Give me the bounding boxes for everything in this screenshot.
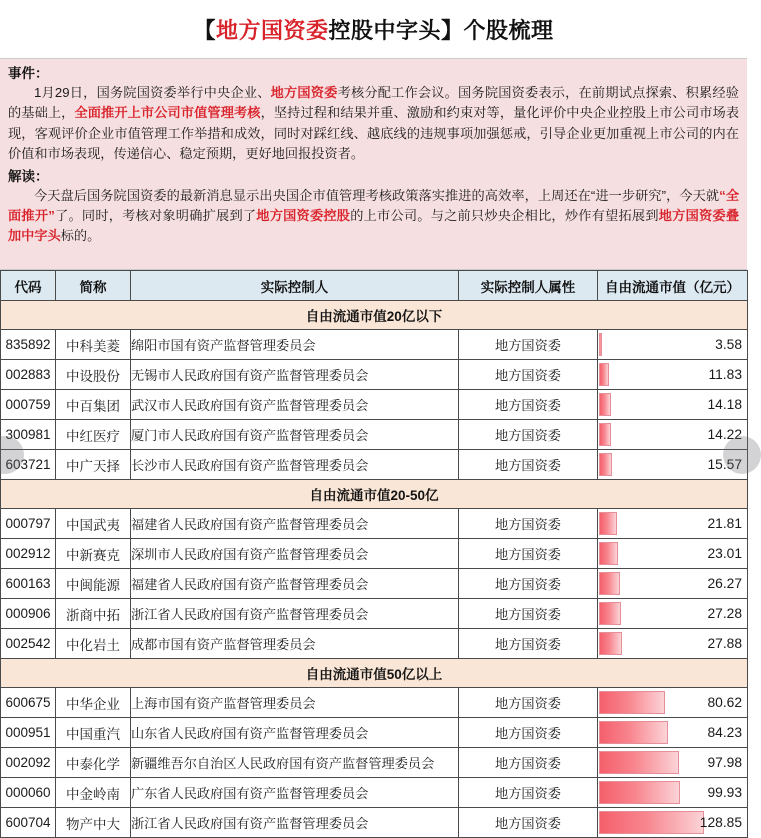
cell-controller-type: 地方国资委 <box>459 390 598 420</box>
cell-stock-name: 中科美菱 <box>56 330 131 360</box>
read-text-3: 的上市公司。与之前只炒央企相比，炒作有望拓展到 <box>350 208 659 224</box>
cell-controller-type: 地方国资委 <box>459 360 598 390</box>
cell-free-float-value <box>598 808 748 838</box>
cell-controller-type: 地方国资委 <box>459 539 598 569</box>
news-panel <box>0 58 747 270</box>
table-body <box>1 301 748 838</box>
cell-controller: 广东省人民政府国有资产监督管理委员会 <box>131 778 459 808</box>
cell-stock-code: 000951 <box>1 718 56 748</box>
table-row[interactable] <box>1 688 748 718</box>
cell-controller-type: 地方国资委 <box>459 509 598 539</box>
event-text-3: ，坚持过程和结果并重、激励和约束对等，量化评价中央企业控股上市公司市场表现，客观评价企业市值管理工作举措和成效，同时对踩红线、越底线的违规事项加强惩戒，引导企业更加重视上市公司的内在价值和市场表现，传递信心、稳定预期，更好地回报投资者。 <box>8 105 740 162</box>
cell-stock-code: 300981 <box>1 420 56 450</box>
cell-free-float-value <box>598 509 748 539</box>
cell-stock-code: 000759 <box>1 390 56 420</box>
next-page-circle-icon[interactable] <box>723 436 761 474</box>
cell-controller: 长沙市人民政府国有资产监督管理委员会 <box>131 450 459 480</box>
cell-stock-code: 603721 <box>1 450 56 480</box>
value-number: 14.18 <box>707 396 742 412</box>
read-text-1: 今天盘后国务院国资委的最新消息显示出央国企市值管理考核政策落实推进的高效率，上周还在“进一步研究”，今天就 <box>34 187 720 203</box>
value-number: 26.27 <box>707 575 742 591</box>
header-controller: 实际控制人 <box>131 271 459 301</box>
cell-controller-type: 地方国资委 <box>459 450 598 480</box>
cell-controller-type: 地方国资委 <box>459 778 598 808</box>
cell-controller: 深圳市人民政府国有资产监督管理委员会 <box>131 539 459 569</box>
page-title <box>193 14 553 45</box>
cell-free-float-value <box>598 748 748 778</box>
title-black-part: 控股中字头 <box>328 17 441 43</box>
cell-stock-name: 中国重汽 <box>56 718 131 748</box>
cell-stock-code: 600675 <box>1 688 56 718</box>
section-header-label: 自由流通市值50亿以上 <box>1 659 748 688</box>
cell-controller: 厦门市人民政府国有资产监督管理委员会 <box>131 420 459 450</box>
value-number: 23.01 <box>707 545 742 561</box>
cell-stock-name: 中闽能源 <box>56 569 131 599</box>
cell-stock-name: 中设股份 <box>56 360 131 390</box>
cell-controller: 山东省人民政府国有资产监督管理委员会 <box>131 718 459 748</box>
cell-controller: 成都市国有资产监督管理委员会 <box>131 629 459 659</box>
value-number: 3.58 <box>715 336 742 352</box>
interpretation-paragraph <box>8 186 739 247</box>
cell-stock-code: 600704 <box>1 808 56 838</box>
cell-controller-type: 地方国资委 <box>459 629 598 659</box>
cell-controller-type: 地方国资委 <box>459 748 598 778</box>
cell-stock-name: 中金岭南 <box>56 778 131 808</box>
event-paragraph <box>8 83 739 165</box>
cell-free-float-value <box>598 569 748 599</box>
table-row[interactable] <box>1 360 748 390</box>
cell-free-float-value <box>598 629 748 659</box>
cell-controller-type: 地方国资委 <box>459 420 598 450</box>
read-highlight-1: “全面推开” <box>8 187 740 224</box>
header-code: 代码 <box>1 271 56 301</box>
stock-table <box>0 270 748 838</box>
value-number: 27.88 <box>707 635 742 651</box>
cell-free-float-value <box>598 360 748 390</box>
table-row[interactable] <box>1 808 748 838</box>
cell-stock-code: 000906 <box>1 599 56 629</box>
interpretation-label: 解读： <box>8 168 49 184</box>
cell-controller: 绵阳市国有资产监督管理委员会 <box>131 330 459 360</box>
cell-stock-code: 002912 <box>1 539 56 569</box>
table-row[interactable] <box>1 599 748 629</box>
header-name: 简称 <box>56 271 131 301</box>
cell-controller-type: 地方国资委 <box>459 599 598 629</box>
cell-controller-type: 地方国资委 <box>459 330 598 360</box>
cell-controller: 浙江省人民政府国有资产监督管理委员会 <box>131 808 459 838</box>
table-row[interactable] <box>1 390 748 420</box>
table-header <box>1 271 748 301</box>
cell-stock-code: 000797 <box>1 509 56 539</box>
cell-controller: 福建省人民政府国有资产监督管理委员会 <box>131 569 459 599</box>
title-tail: 个股梳理 <box>463 17 554 43</box>
value-number: 15.57 <box>707 456 742 472</box>
table-row[interactable] <box>1 569 748 599</box>
event-highlight-1: 地方国资委 <box>270 85 338 100</box>
cell-stock-code: 002542 <box>1 629 56 659</box>
cell-controller-type: 地方国资委 <box>459 718 598 748</box>
header-row <box>1 271 748 301</box>
value-number: 97.98 <box>707 754 742 770</box>
value-number: 21.81 <box>707 515 742 531</box>
cell-free-float-value <box>598 688 748 718</box>
cell-controller-type: 地方国资委 <box>459 688 598 718</box>
cell-stock-name: 浙商中拓 <box>56 599 131 629</box>
cell-stock-name: 中广天择 <box>56 450 131 480</box>
read-highlight-2: 地方国资委控股 <box>256 208 351 224</box>
title-red-part: 地方国资委 <box>215 17 329 43</box>
event-label: 事件： <box>8 66 49 81</box>
section-header-row <box>1 480 748 509</box>
cell-free-float-value <box>598 330 748 360</box>
section-header-row <box>1 301 748 330</box>
cell-controller: 无锡市人民政府国有资产监督管理委员会 <box>131 360 459 390</box>
table-row[interactable] <box>1 450 748 480</box>
table-row[interactable] <box>1 718 748 748</box>
title-bracket-close: 】 <box>441 17 464 43</box>
table-row[interactable] <box>1 330 748 360</box>
cell-free-float-value <box>598 390 748 420</box>
cell-stock-code: 002092 <box>1 748 56 778</box>
cell-stock-code: 002883 <box>1 360 56 390</box>
value-number: 11.83 <box>708 366 742 382</box>
cell-stock-name: 中泰化学 <box>56 748 131 778</box>
title-bracket-open: 【 <box>193 17 216 43</box>
table-row[interactable] <box>1 420 748 450</box>
header-controller-type: 实际控制人属性 <box>459 271 598 301</box>
cell-stock-name: 中国武夷 <box>56 509 131 539</box>
read-text-4: 标的。 <box>60 228 101 244</box>
event-text-2: 考核分配工作会议。国务院国资委表示，在前期试点探索、积累经验的基础上， <box>8 85 739 121</box>
cell-controller: 福建省人民政府国有资产监督管理委员会 <box>131 509 459 539</box>
cell-controller-type: 地方国资委 <box>459 569 598 599</box>
cell-free-float-value <box>598 599 748 629</box>
cell-stock-name: 物产中大 <box>56 808 131 838</box>
value-number: 27.28 <box>707 605 742 621</box>
header-free-float: 自由流通市值（亿元） <box>598 271 748 301</box>
section-header-label: 自由流通市值20亿以下 <box>1 301 748 330</box>
value-number: 84.23 <box>707 724 742 740</box>
table-row[interactable] <box>1 509 748 539</box>
read-text-2: 了。同时，考核对象明确扩展到了 <box>54 208 257 224</box>
cell-stock-name: 中百集团 <box>56 390 131 420</box>
cell-free-float-value <box>598 778 748 808</box>
page-title-bar <box>0 0 747 58</box>
cell-controller: 浙江省人民政府国有资产监督管理委员会 <box>131 599 459 629</box>
cell-stock-code: 000060 <box>1 778 56 808</box>
section-header-label: 自由流通市值20-50亿 <box>1 480 748 509</box>
value-number: 99.93 <box>707 784 742 800</box>
event-text-1: 1月29日，国务院国资委举行中央企业、 <box>34 85 271 100</box>
table-row[interactable] <box>1 778 748 808</box>
cell-stock-code: 600163 <box>1 569 56 599</box>
value-number: 14.22 <box>707 426 742 442</box>
cell-stock-name: 中红医疗 <box>56 420 131 450</box>
cell-free-float-value <box>598 718 748 748</box>
table-row[interactable] <box>1 748 748 778</box>
value-number: 128.85 <box>699 814 742 830</box>
cell-stock-code: 835892 <box>1 330 56 360</box>
table-row[interactable] <box>1 539 748 569</box>
cell-controller: 新疆维吾尔自治区人民政府国有资产监督管理委员会 <box>131 748 459 778</box>
cell-controller: 上海市国有资产监督管理委员会 <box>131 688 459 718</box>
cell-stock-name: 中新赛克 <box>56 539 131 569</box>
cell-controller: 武汉市人民政府国有资产监督管理委员会 <box>131 390 459 420</box>
cell-stock-name: 中化岩土 <box>56 629 131 659</box>
section-header-row <box>1 659 748 688</box>
read-highlight-3: 地方国资委叠加中字头 <box>8 208 740 244</box>
value-number: 80.62 <box>707 694 742 710</box>
event-highlight-2: 全面推开上市公司市值管理考核 <box>74 105 261 121</box>
cell-stock-name: 中华企业 <box>56 688 131 718</box>
cell-controller-type: 地方国资委 <box>459 808 598 838</box>
table-row[interactable] <box>1 629 748 659</box>
cell-free-float-value <box>598 539 748 569</box>
